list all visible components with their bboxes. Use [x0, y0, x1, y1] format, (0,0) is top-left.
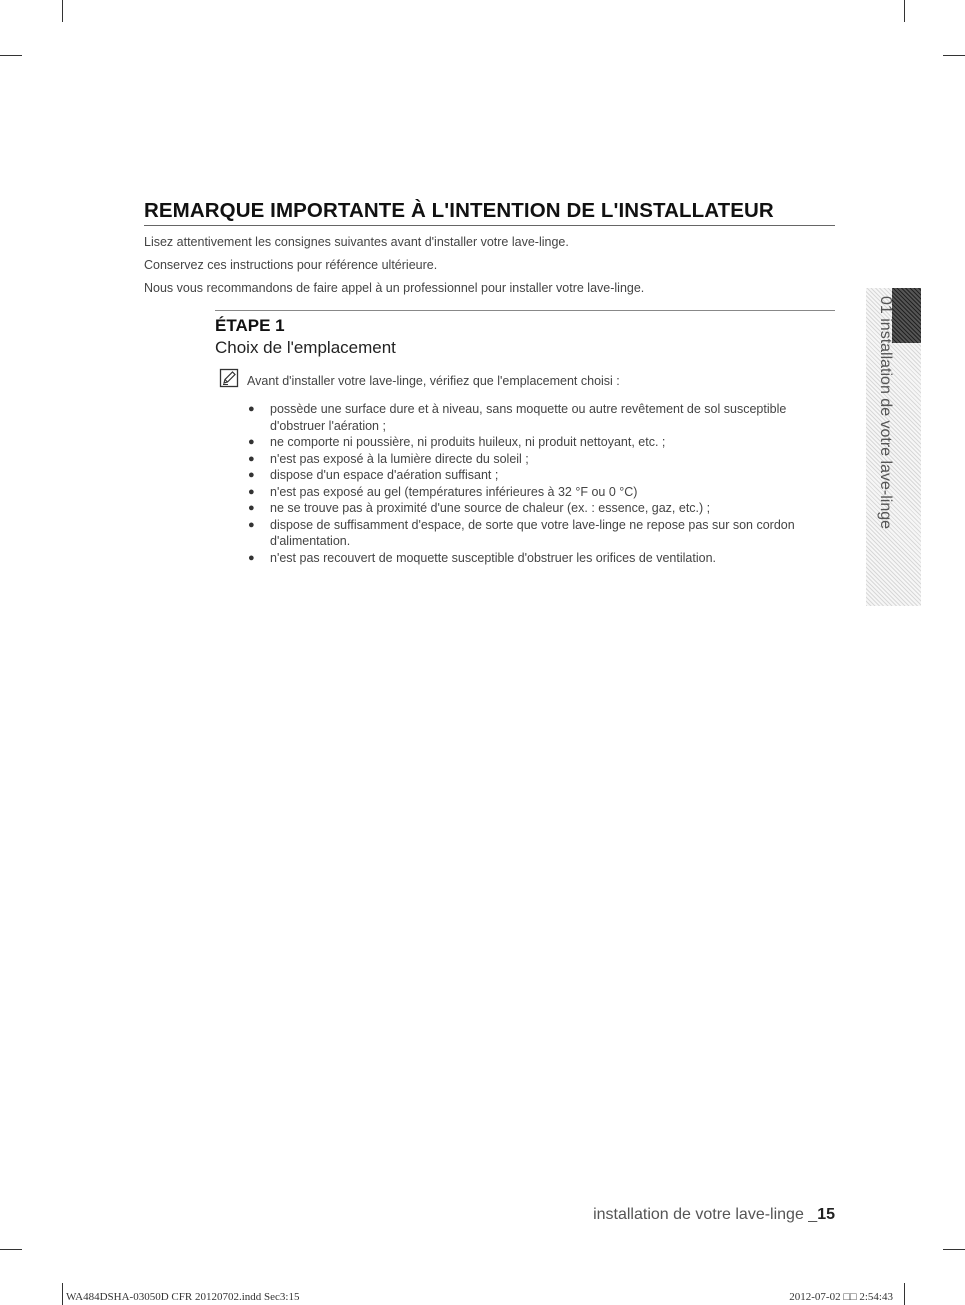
heading-rule — [144, 225, 835, 226]
footer-section-name: installation de votre lave-linge _ — [593, 1206, 818, 1223]
crop-mark — [943, 1249, 965, 1250]
list-item: ● ne comporte ni poussière, ni produits huileux, ni produit nettoyant, etc. ; — [248, 435, 666, 449]
bullet-icon: ● — [248, 518, 255, 531]
crop-mark — [0, 55, 22, 56]
footer-section-title — [593, 1206, 835, 1224]
bullet-icon: ● — [248, 551, 255, 564]
step-label: ÉTAPE 1 — [215, 316, 285, 335]
crop-mark — [0, 1249, 22, 1250]
chapter-tab-label: 01 installation de votre lave-linge — [877, 296, 894, 530]
bullet-icon: ● — [248, 436, 255, 448]
list-item: ● dispose d'un espace d'aération suffisant ; — [248, 468, 499, 482]
list-item: ● n'est pas recouvert de moquette susceptible d'obstruer les orifices de ventilation. — [248, 550, 716, 565]
crop-mark — [62, 1283, 63, 1305]
crop-mark — [904, 1283, 905, 1305]
page-number: 15 — [817, 1206, 835, 1223]
step-subtitle: Choix de l'emplacement — [215, 338, 396, 357]
bullet-icon: ● — [248, 469, 255, 481]
intro-line: Lisez attentivement les consignes suivantes avant d'installer votre lave-linge. — [144, 235, 569, 249]
bullet-icon: ● — [248, 452, 255, 465]
section-rule — [215, 310, 835, 311]
note-pencil-icon — [219, 368, 239, 388]
page-heading: REMARQUE IMPORTANTE À L'INTENTION DE L'INSTALLATEUR — [144, 199, 774, 222]
intro-line: Conservez ces instructions pour référence ultérieure. — [144, 258, 438, 272]
list-item: ● n'est pas exposé à la lumière directe du soleil ; — [248, 451, 529, 466]
note-text: Avant d'installer votre lave-linge, vérifiez que l'emplacement choisi : — [247, 374, 620, 388]
print-slug-right: 2012-07-02 □□ 2:54:43 — [789, 1291, 893, 1303]
intro-line: Nous vous recommandons de faire appel à un professionnel pour installer votre lave-linge. — [144, 281, 645, 295]
requirements-list — [248, 401, 828, 566]
list-item: ● n'est pas exposé au gel (températures inférieures à 32 °F ou 0 °C) — [248, 484, 638, 499]
list-item: ● possède une surface dure et à niveau, sans moquette ou autre revêtement de sol susceptible d'obstruer l'aération ; — [248, 402, 787, 433]
bullet-icon: ● — [248, 502, 255, 514]
crop-mark — [904, 0, 905, 22]
print-slug-left: WA484DSHA-03050D CFR 20120702.indd Sec3:15 — [66, 1291, 300, 1303]
crop-mark — [62, 0, 63, 22]
crop-mark — [943, 55, 965, 56]
chapter-side-tab — [866, 288, 921, 606]
list-item: ● ne se trouve pas à proximité d'une source de chaleur (ex. : essence, gaz, etc.) ; — [248, 501, 711, 515]
list-item: ● dispose de suffisamment d'espace, de sorte que votre lave-linge ne repose pas sur son cordon d'alimentation. — [248, 517, 795, 548]
chapter-marker — [892, 288, 921, 343]
bullet-icon: ● — [248, 403, 255, 415]
bullet-icon: ● — [248, 485, 255, 498]
